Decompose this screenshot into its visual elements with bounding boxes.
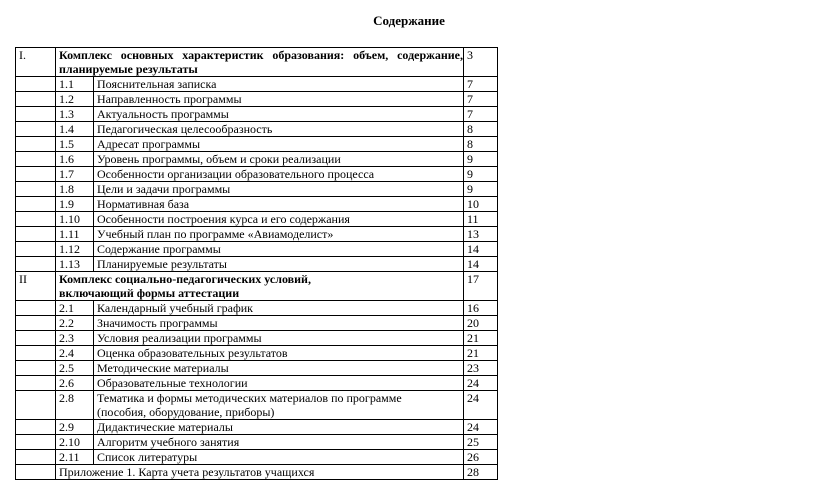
item-number: 1.8 (56, 182, 94, 197)
item-label: Нормативная база (94, 197, 464, 212)
toc-item-row (16, 137, 498, 152)
contents-table (15, 47, 498, 480)
item-number: 1.13 (56, 257, 94, 272)
item-label-line: (пособия, оборудование, приборы) (97, 405, 275, 419)
item-page: 16 (464, 301, 498, 316)
item-page: 8 (464, 137, 498, 152)
empty-cell (16, 152, 56, 167)
item-page: 21 (464, 346, 498, 361)
item-page: 24 (464, 420, 498, 435)
toc-item-row (16, 107, 498, 122)
item-page: 20 (464, 316, 498, 331)
item-page: 14 (464, 242, 498, 257)
empty-cell (16, 182, 56, 197)
page-title: Содержание (373, 13, 445, 28)
item-label: Значимость программы (94, 316, 464, 331)
item-label: Условия реализации программы (94, 331, 464, 346)
appendix-row (16, 465, 498, 480)
toc-item-row (16, 167, 498, 182)
item-label: Содержание программы (94, 242, 464, 257)
empty-cell (16, 301, 56, 316)
appendix-label: Приложение 1. Карта учета результатов учащихся (56, 465, 464, 480)
toc-item-row (16, 77, 498, 92)
toc-item-row (16, 122, 498, 137)
empty-cell (16, 107, 56, 122)
item-page: 8 (464, 122, 498, 137)
toc-item-row (16, 227, 498, 242)
item-number: 1.9 (56, 197, 94, 212)
item-number: 1.2 (56, 92, 94, 107)
toc-item-row (16, 92, 498, 107)
empty-cell (16, 242, 56, 257)
toc-item-row (16, 435, 498, 450)
item-page: 24 (464, 376, 498, 391)
toc-item-row (16, 361, 498, 376)
empty-cell (16, 376, 56, 391)
item-page: 7 (464, 77, 498, 92)
toc-item-row (16, 197, 498, 212)
section-row (16, 48, 498, 77)
empty-cell (16, 450, 56, 465)
item-number: 2.9 (56, 420, 94, 435)
item-number: 1.12 (56, 242, 94, 257)
empty-cell (16, 137, 56, 152)
toc-item-row (16, 420, 498, 435)
item-label (94, 391, 464, 420)
item-number: 2.1 (56, 301, 94, 316)
toc-item-row (16, 346, 498, 361)
toc-item-row (16, 376, 498, 391)
item-label: Дидактические материалы (94, 420, 464, 435)
empty-cell (16, 212, 56, 227)
item-label: Учебный план по программе «Авиамоделист» (94, 227, 464, 242)
empty-cell (16, 435, 56, 450)
item-label: Педагогическая целесообразность (94, 122, 464, 137)
item-page: 11 (464, 212, 498, 227)
item-label: Список литературы (94, 450, 464, 465)
item-number: 1.1 (56, 77, 94, 92)
item-number: 1.6 (56, 152, 94, 167)
empty-cell (16, 227, 56, 242)
item-label: Уровень программы, объем и сроки реализации (94, 152, 464, 167)
toc-item-row (16, 331, 498, 346)
section-row (16, 272, 498, 301)
empty-cell (16, 122, 56, 137)
item-label: Цели и задачи программы (94, 182, 464, 197)
empty-cell (16, 361, 56, 376)
item-page: 9 (464, 167, 498, 182)
toc-item-row (16, 182, 498, 197)
item-label: Адресат программы (94, 137, 464, 152)
item-number: 1.11 (56, 227, 94, 242)
item-number: 1.4 (56, 122, 94, 137)
item-number: 2.10 (56, 435, 94, 450)
item-page: 13 (464, 227, 498, 242)
empty-cell (16, 257, 56, 272)
empty-cell (16, 420, 56, 435)
item-label: Особенности организации образовательного процесса (94, 167, 464, 182)
item-number: 2.8 (56, 391, 94, 420)
empty-cell (16, 346, 56, 361)
section-title-line: включающий формы аттестации (59, 286, 240, 300)
item-page: 10 (464, 197, 498, 212)
item-label: Актуальность программы (94, 107, 464, 122)
toc-item-row (16, 212, 498, 227)
item-label-line: Тематика и формы методических материалов по программе (97, 391, 402, 405)
item-number: 1.7 (56, 167, 94, 182)
item-page: 26 (464, 450, 498, 465)
empty-cell (16, 465, 56, 480)
toc-item-row (16, 242, 498, 257)
toc-item-row (16, 391, 498, 420)
empty-cell (16, 167, 56, 182)
section-page: 3 (464, 48, 498, 77)
appendix-page: 28 (464, 465, 498, 480)
empty-cell (16, 331, 56, 346)
item-page: 23 (464, 361, 498, 376)
item-number: 2.6 (56, 376, 94, 391)
item-label: Оценка образовательных результатов (94, 346, 464, 361)
item-page: 9 (464, 152, 498, 167)
toc-item-row (16, 152, 498, 167)
item-label: Особенности построения курса и его содержания (94, 212, 464, 227)
toc-item-row (16, 316, 498, 331)
item-number: 1.3 (56, 107, 94, 122)
item-label: Алгоритм учебного занятия (94, 435, 464, 450)
item-page: 7 (464, 107, 498, 122)
empty-cell (16, 197, 56, 212)
empty-cell (16, 77, 56, 92)
item-label: Пояснительная записка (94, 77, 464, 92)
item-number: 2.4 (56, 346, 94, 361)
section-number: I. (16, 48, 56, 77)
item-label: Планируемые результаты (94, 257, 464, 272)
empty-cell (16, 92, 56, 107)
item-label: Методические материалы (94, 361, 464, 376)
section-page: 17 (464, 272, 498, 301)
item-page: 9 (464, 182, 498, 197)
item-label: Образовательные технологии (94, 376, 464, 391)
section-number: II (16, 272, 56, 301)
item-page: 7 (464, 92, 498, 107)
toc-item-row (16, 301, 498, 316)
item-number: 2.11 (56, 450, 94, 465)
item-number: 1.5 (56, 137, 94, 152)
item-page: 24 (464, 391, 498, 420)
item-number: 1.10 (56, 212, 94, 227)
item-label: Направленность программы (94, 92, 464, 107)
item-number: 2.5 (56, 361, 94, 376)
item-page: 14 (464, 257, 498, 272)
empty-cell (16, 391, 56, 420)
empty-cell (16, 316, 56, 331)
section-title (56, 272, 464, 301)
item-label: Календарный учебный график (94, 301, 464, 316)
item-number: 2.2 (56, 316, 94, 331)
item-page: 21 (464, 331, 498, 346)
section-title: Комплекс основных характеристик образования: объем, содержание, планируемые результаты (56, 48, 464, 77)
item-number: 2.3 (56, 331, 94, 346)
item-page: 25 (464, 435, 498, 450)
toc-item-row (16, 257, 498, 272)
toc-item-row (16, 450, 498, 465)
section-title-line: Комплекс социально-педагогических условий, (59, 272, 311, 286)
